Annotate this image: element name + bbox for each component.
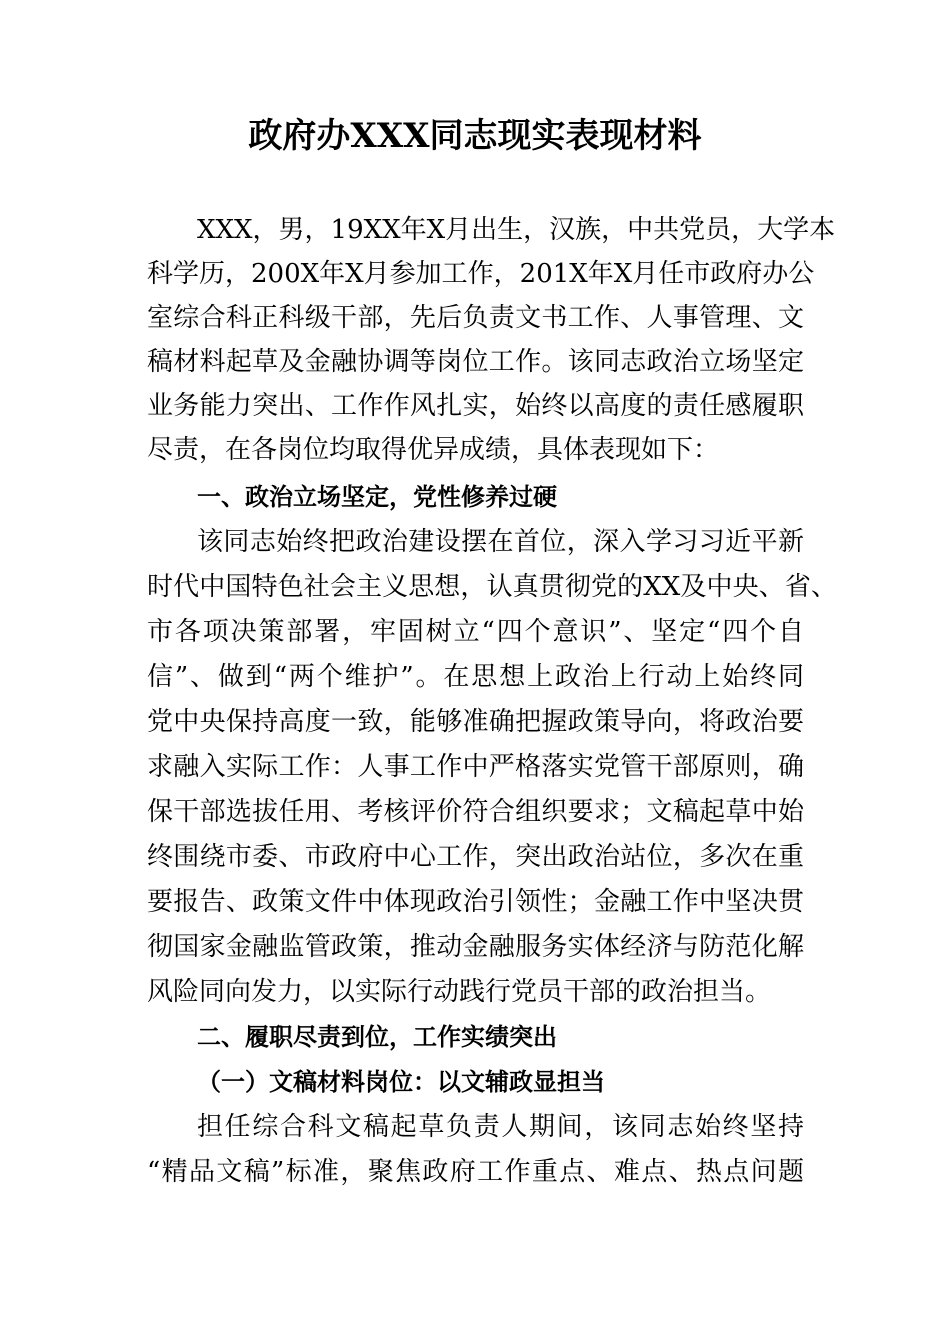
- intro-line-4: 稿材料起草及金融协调等岗位工作。该同志政治立场坚定: [147, 347, 804, 377]
- section-1-line-2: 时代中国特色社会主义思想，认真贯彻党的XX及中央、省、: [147, 572, 837, 602]
- intro-line-3: 室综合科正科级干部，先后负责文书工作、人事管理、文: [147, 303, 804, 333]
- section-1-line-3: 市各项决策部署，牢固树立“四个意识”、坚定“四个自: [147, 617, 804, 647]
- section-1-line-8: 终围绕市委、市政府中心工作，突出政治站位，多次在重: [147, 842, 804, 872]
- intro-line-6: 尽责，在各岗位均取得优异成绩，具体表现如下：: [147, 435, 720, 465]
- section-1-line-6: 求融入实际工作：人事工作中严格落实党管干部原则，确: [147, 752, 804, 782]
- section-1-line-9: 要报告、政策文件中体现政治引领性；金融工作中坚决贯: [147, 887, 804, 917]
- section-2-line-1: 担任综合科文稿起草负责人期间，该同志始终坚持: [197, 1112, 804, 1142]
- document-title: 政府办XXX同志现实表现材料: [248, 116, 702, 156]
- intro-line-2: 科学历，200X年X月参加工作，201X年X月任市政府办公: [147, 259, 815, 289]
- intro-line-1: XXX，男，19XX年X月出生，汉族，中共党员，大学本: [197, 215, 836, 245]
- section-1-line-10: 彻国家金融监管政策，推动金融服务实体经济与防范化解: [147, 932, 804, 962]
- section-1-heading: 一、政治立场坚定，党性修养过硬: [197, 483, 557, 511]
- section-2-subheading-1: （一）文稿材料岗位：以文辅政显担当: [197, 1067, 605, 1096]
- section-2-line-2: “精品文稿”标准，聚焦政府工作重点、难点、热点问题: [147, 1157, 804, 1187]
- section-1-line-4: 信”、做到“两个维护”。在思想上政治上行动上始终同: [147, 662, 804, 692]
- section-1-line-1: 该同志始终把政治建设摆在首位，深入学习习近平新: [197, 527, 804, 557]
- intro-line-5: 业务能力突出、工作作风扎实，始终以高度的责任感履职: [147, 391, 804, 421]
- section-1-line-7: 保干部选拔任用、考核评价符合组织要求；文稿起草中始: [147, 797, 804, 827]
- section-1-line-11: 风险同向发力，以实际行动践行党员干部的政治担当。: [147, 977, 772, 1007]
- section-2-heading: 二、履职尽责到位，工作实绩突出: [197, 1023, 557, 1051]
- section-1-line-5: 党中央保持高度一致，能够准确把握政策导向，将政治要: [147, 707, 804, 737]
